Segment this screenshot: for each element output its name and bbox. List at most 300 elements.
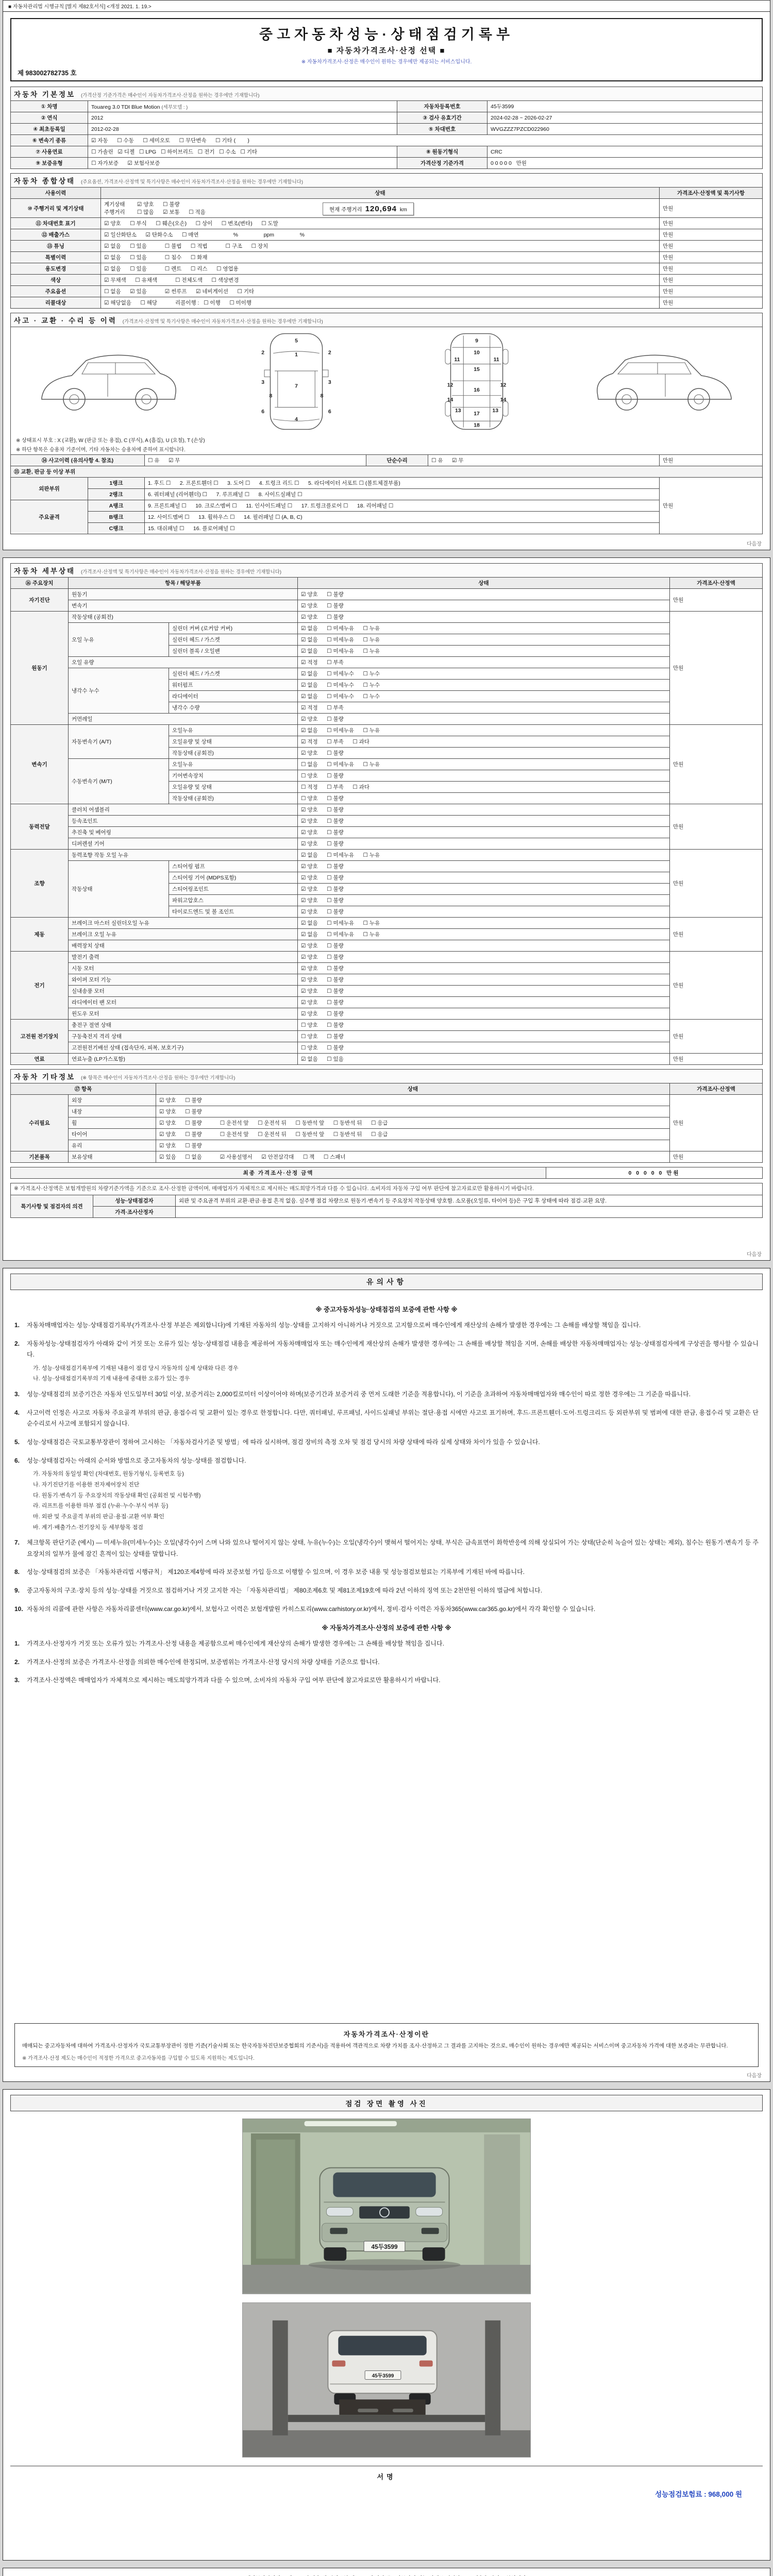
panel-part-label: 외판부위 xyxy=(11,478,88,500)
subitem-label: 스티어링조인트 xyxy=(169,884,298,895)
fog-lamp-left xyxy=(330,2228,347,2234)
mileage-label: 현재 주행거리 xyxy=(329,207,364,213)
detail-row xyxy=(11,1008,763,1020)
diagram-number: 12 xyxy=(500,382,507,388)
status-cell: ☑ 양호 ☐ 불량 xyxy=(156,1140,670,1151)
item-label: 등속조인트 xyxy=(69,816,298,827)
price-estimate-cell: 만원 xyxy=(660,478,763,534)
usage-history-label: ⑪ 차대번호 표기 xyxy=(11,218,101,229)
detail-row xyxy=(11,725,763,736)
windshield xyxy=(333,2173,435,2197)
diagram-number: 18 xyxy=(473,422,480,429)
diagram-number: 2 xyxy=(328,350,331,356)
inspection-period-value: 2024-02-28 ~ 2026-02-27 xyxy=(488,112,763,124)
detail-row xyxy=(11,714,763,725)
detail-row xyxy=(11,838,763,850)
accident-section-note: (가격조사·산정액 및 특기사항은 매수인이 자동차가격조사·산정을 원하는 경우에만 기재합니다) xyxy=(122,319,323,325)
info-box-note: ※ 가격조사·산정 제도는 매수인이 적정한 가격으로 중고자동차를 구입할 수 있도록 지원하는 제도입니다. xyxy=(22,2056,255,2061)
next-page-marker: 다음장 xyxy=(747,1252,762,1258)
car-diagrams xyxy=(14,329,759,434)
subitem-label: 작동상태 (공회전) xyxy=(169,748,298,759)
detail-row xyxy=(11,804,763,816)
year-label: ② 연식 xyxy=(11,112,88,124)
rank-label: 1랭크 xyxy=(88,478,145,489)
status-cell: ☑ 양호 ☐ 불량 xyxy=(298,872,670,884)
status-cell xyxy=(101,263,660,275)
status-cell: ☑ 양호 ☐ 불량 xyxy=(298,861,670,872)
other-section-header xyxy=(11,1070,763,1083)
overall-section-header xyxy=(11,174,763,188)
notice-text: 가격조사·산정액은 매매업자가 자체적으로 제시하는 매도희망가격과 다를 수 있으며, 소비자의 자동차 구입 여부 판단에 참고자료로만 활용하시기 바랍니다. xyxy=(27,1676,441,1684)
usage-history-label: ⑩ 주행거리 및 계기상태 xyxy=(11,199,101,218)
fuel-label: ⑦ 사용연료 xyxy=(11,146,88,158)
inspector-opinion-text: 외판 및 주요골격 부위의 교환·판금·용접 흔적 없음. 실주행 점검 차량으로 원동기·변속기 등 주요장치 작동상태 양호함. 소모품(오일류, 타이어 등)은 구입 후 상태에 따라 점검·교환 요망. xyxy=(176,1195,763,1206)
status-cell: ☑ 없음 ☐ 미세누수 ☐ 누수 xyxy=(298,691,670,702)
notice-item xyxy=(14,1657,759,1668)
notice-number: 10. xyxy=(14,1605,23,1613)
detail-col-item: 항목 / 해당부품 xyxy=(69,578,298,589)
detail-row xyxy=(11,759,763,770)
detail-row xyxy=(11,940,763,952)
first-registration-label: ④ 최초등록일 xyxy=(11,124,88,135)
status-line: 주행거리 ☐ 많음 ☑ 보통 ☐ 적음 xyxy=(104,209,206,215)
status-cell: ☐ 양호 ☐ 불량 xyxy=(298,770,670,782)
diagram-number: 17 xyxy=(473,411,480,417)
status-cell xyxy=(101,199,660,218)
detail-col-device: ⑯ 주요장치 xyxy=(11,578,69,589)
rank-label: C랭크 xyxy=(88,523,145,534)
diagram-side-left-view xyxy=(30,329,190,434)
status-cell: ☑ 없음 ☐ 미세누유 ☐ 누유 xyxy=(298,725,670,736)
signature-title: 서명 xyxy=(377,2472,396,2481)
car-name-label: ① 차명 xyxy=(11,101,88,112)
status-cell: ☐ 없음 ☐ 미세누유 ☐ 누유 xyxy=(298,759,670,770)
diagram-number: 3 xyxy=(261,379,265,385)
device-label: 고전원 전기장치 xyxy=(11,1020,69,1054)
transmission-options: ☑ 자동 ☐ 수동 ☐ 세미오토 ☐ 무단변속 ☐ 기타 ( ) xyxy=(88,135,763,146)
notice-number: 3. xyxy=(14,1676,20,1684)
detail-row xyxy=(11,589,763,600)
status-cell: ☑ 양호 ☐ 불량 xyxy=(298,997,670,1008)
diagram-number: 11 xyxy=(454,357,460,363)
document-subtitle-note: ※ 자동차가격조사·산정은 매수인이 원하는 경우에만 제공되는 서비스입니다. xyxy=(301,59,472,65)
car-body-outline xyxy=(42,355,176,399)
page-gap xyxy=(0,2082,773,2089)
status-cell: ☑ 양호 ☐ 불량 xyxy=(298,906,670,918)
info-box-text: 매매되는 중고자동차에 대하여 가격조사·산정자가 국토교통부장관이 정한 기준(기술사회 또는 한국자동차진단보증협회의 기준서)을 적용하여 객관적으로 차량 가치를 조사·산정하고 그 결과를 고지하는 것으로, 매수인이 원하는 경우에만 제공되는 서비스이며 중고자동차 가격에 대한 보증과는 무관합니다. xyxy=(22,2042,728,2049)
license-plate-text: 45두3599 xyxy=(371,2243,398,2251)
car-rear-elevated xyxy=(328,2331,436,2415)
status-line: ☑ 없음 ☐ 있음 ☐ 침수 ☐ 화재 xyxy=(104,255,208,261)
detail-row xyxy=(11,850,763,861)
warranty-type-options: ☐ 자가보증 ☑ 보험사보증 xyxy=(88,158,397,169)
inspector-opinion-table xyxy=(10,1183,763,1218)
other-row xyxy=(11,1151,763,1163)
notice-item xyxy=(14,1675,759,1686)
accident-history-value: ☐ 유 ☑ 무 xyxy=(145,455,366,466)
other-row xyxy=(11,1140,763,1151)
overall-section-title: 자동차 종합상태 xyxy=(14,177,76,185)
detail-row xyxy=(11,600,763,612)
item-label: 클러치 어셈블리 xyxy=(69,804,298,816)
status-cell: ☑ 적정 ☐ 부족 xyxy=(298,702,670,714)
marks-legend: ※ 상태표시 부호 : X (교환), W (판금 또는 용접), C (부식), A (흠집), U (요철), T (손상) xyxy=(16,438,205,444)
price-estimate-cell: 만원 xyxy=(659,286,762,297)
page-4 xyxy=(3,2089,770,2561)
item-label: 유리 xyxy=(69,1140,156,1151)
transmission-label: ⑥ 변속기 종류 xyxy=(11,135,88,146)
item-label: 외장 xyxy=(69,1095,156,1106)
status-cell: ☐ 양호 ☐ 불량 xyxy=(298,1042,670,1054)
car-plan-outline xyxy=(271,334,323,430)
status-cell: ☑ 양호 ☐ 불량 xyxy=(298,952,670,963)
diagram-number: 9 xyxy=(475,338,478,344)
status-cell xyxy=(101,218,660,229)
other-col-price: 가격조사·산정액 xyxy=(669,1083,762,1095)
usage-history-label: 리콜대상 xyxy=(11,297,101,309)
rank-items: 1. 후드 ☐ 2. 프론트휀더 ☐ 3. 도어 ☐ 4. 트렁크 리드 ☐ 5. 라디에이터 서포트 ☐ (볼트체결부품) xyxy=(145,478,660,489)
front-wheel-left xyxy=(324,2247,346,2261)
detail-row xyxy=(11,952,763,963)
notice-number: 1. xyxy=(14,1640,20,1648)
detail-body xyxy=(11,589,763,1065)
notices-section1-title: ※ 중고자동차성능·상태점검의 보증에 관한 사항 ※ xyxy=(315,1306,458,1313)
final-price-label: 최종 가격조사·산정 금액 xyxy=(11,1167,546,1179)
info-box-title: 자동차가격조사·산정이란 xyxy=(343,2030,430,2038)
basic-section-title: 자동차 기본정보 xyxy=(14,91,76,98)
price-estimate-cell: 만원 xyxy=(669,918,762,952)
device-label: 전기 xyxy=(11,952,69,1020)
item-label: 충전구 절연 상태 xyxy=(69,1020,298,1031)
page-gap xyxy=(0,2561,773,2568)
price-estimate-cell: 만원 xyxy=(659,229,762,241)
page-3 xyxy=(3,1268,770,2082)
rank-label: B랭크 xyxy=(88,512,145,523)
usage-history-label: ⑬ 튜닝 xyxy=(11,241,101,252)
notice-number: 2. xyxy=(14,1340,20,1347)
detail-row xyxy=(11,1042,763,1054)
diagram-number: 8 xyxy=(269,393,273,399)
subitem-label: 실린더 헤드 / 가스켓 xyxy=(169,668,298,680)
notices-title: 유의사항 xyxy=(10,1274,763,1290)
status-cell: ☐ 양호 ☐ 불량 xyxy=(298,1031,670,1042)
rank-row xyxy=(11,500,763,512)
notice-text: 자동차성능·상태점검자가 아래와 같이 거짓 또는 오류가 있는 성능·상태점검 내용을 제공하여 자동차매매업자 또는 매수인에게 재산상의 손해가 발생한 경우에는 그 손해를 배상할 책임을 지며, 손해를 배상한 자동차매매업자는 성능·상태점검자에게 구상권을 행사할 수 있습니다. xyxy=(27,1340,759,1359)
status-cell: ☑ 없음 ☐ 있음 xyxy=(298,1054,670,1065)
notice-text: 성능·상태점검의 보증은 「자동차관리법 시행규칙」 제120조제4항에 따라 보증보험 가입 등으로 이행할 수 있으며, 이 경우 보증 내용 및 성능점검보험료는 기록부에 기재된 바에 따릅니다. xyxy=(27,1568,525,1576)
document-number: 제 983002782735 호 xyxy=(18,70,77,77)
other-row xyxy=(11,1095,763,1106)
status-cell xyxy=(101,241,660,252)
next-page-marker: 다음장 xyxy=(747,541,762,547)
underbody xyxy=(339,2399,425,2415)
diagram-number: 4 xyxy=(295,417,298,423)
notice-number: 3. xyxy=(14,1391,20,1398)
reg-no-label: 자동차등록번호 xyxy=(397,101,488,112)
status-cell: ☑ 양호 ☐ 불량 xyxy=(298,895,670,906)
overall-col-price: 가격조사·산정액 및 특기사항 xyxy=(659,188,762,199)
status-line: ☑ 양호 ☐ 부식 ☐ 훼손(오손) ☐ 상이 ☐ 변조(변타) ☐ 도말 xyxy=(104,221,278,227)
item-label: 보유상태 xyxy=(69,1151,156,1163)
other-section-title: 자동차 기타정보 xyxy=(14,1073,76,1081)
car-submodel: (세부모델 : ) xyxy=(161,104,188,110)
diagram-number: 2 xyxy=(261,350,265,356)
diagram-side-right-view xyxy=(583,329,743,434)
car-name-cell xyxy=(88,101,397,112)
final-price-table xyxy=(10,1167,763,1179)
notice-item xyxy=(14,1389,759,1400)
status-cell: ☑ 없음 ☐ 미세누유 ☐ 누유 xyxy=(298,929,670,940)
item-label: 커먼레일 xyxy=(69,714,298,725)
notice-number: 2. xyxy=(14,1658,20,1666)
notice-subitem: 라. 리프트를 이용한 하부 점검 (누유·누수·부식 여부 등) xyxy=(33,1503,169,1510)
price-estimate-cell: 만원 xyxy=(659,241,762,252)
basic-info-table xyxy=(10,87,763,169)
status-line: ☑ 일산화탄소 ☑ 탄화수소 ☐ 매연 % ppm % xyxy=(104,232,305,238)
photo-rear-scene xyxy=(243,2303,530,2457)
diagram-number: 14 xyxy=(500,397,507,403)
notice-subitem: 나. 성능·상태점검기록부의 기재 내용에 중대한 오류가 있는 경우 xyxy=(33,1376,190,1382)
detail-row xyxy=(11,986,763,997)
detail-row xyxy=(11,623,763,634)
diagram-number: 11 xyxy=(493,357,499,363)
overall-col-usage: 사용이력 xyxy=(11,188,101,199)
status-cell: ☑ 적정 ☐ 부족 ☐ 과다 xyxy=(298,736,670,748)
fuel-options: ☐ 가솔린 ☑ 디젤 ☐ LPG ☐ 하이브리드 ☐ 전기 ☐ 수소 ☐ 기타 xyxy=(88,146,397,158)
rear-window xyxy=(338,2336,426,2355)
exchange-panel-label: ⑮ 교환, 판금 등 이상 부위 xyxy=(11,466,763,478)
car-body-outline-right xyxy=(597,355,731,399)
accident-history-label: ⑭ 사고이력 (유의사항 4. 참조) xyxy=(11,455,145,466)
notices-section2-title: ※ 자동차가격조사·산정의 보증에 관한 사항 ※ xyxy=(322,1624,451,1632)
price-estimate-cell: 만원 xyxy=(659,199,762,218)
status-line: ☑ 없음 ☐ 있음 ☐ 렌트 ☐ 리스 ☐ 영업용 xyxy=(104,266,239,272)
detail-row xyxy=(11,657,763,668)
rank-items: 15. 대쉬패널 ☐ 16. 플로어패널 ☐ xyxy=(145,523,660,534)
insurance-row xyxy=(10,2488,763,2503)
item-label: 실내송풍 모터 xyxy=(69,986,298,997)
appraiser-label: 가격·조사산정자 xyxy=(93,1206,176,1217)
status-cell: ☑ 없음 ☐ 미세누유 ☐ 누유 xyxy=(298,850,670,861)
notice-text: 성능·상태점검자는 아래의 순서와 방법으로 중고자동차의 성능·상태를 점검합니다. xyxy=(27,1456,246,1464)
usage-history-label: 특별이력 xyxy=(11,252,101,263)
item-label: 라디에이터 팬 모터 xyxy=(69,997,298,1008)
status-cell: ☑ 양호 ☐ 불량 xyxy=(298,838,670,850)
other-col-item: ⑰ 항목 xyxy=(11,1083,156,1095)
price-estimate-cell: 만원 xyxy=(669,1020,762,1054)
status-cell: ☑ 양호 ☐ 불량 ☐ 운전석 앞 ☐ 운전석 뒤 ☐ 동반석 앞 ☐ 동반석 뒤 ☐ 응급 xyxy=(156,1129,670,1140)
device-label: 동력전달 xyxy=(11,804,69,850)
subitem-label: 냉각수 수량 xyxy=(169,702,298,714)
left-mirror xyxy=(264,370,270,377)
price-estimate-cell: 만원 xyxy=(659,297,762,309)
car-name-value: Touareg 3.0 TDI Blue Motion xyxy=(91,104,160,110)
notice-number: 5. xyxy=(14,1438,20,1446)
overall-col-status: 상태 xyxy=(101,188,660,199)
price-estimate-cell: 만원 xyxy=(669,1054,762,1065)
price-estimate-cell: 만원 xyxy=(669,725,762,804)
overall-row xyxy=(11,297,763,309)
taillight-left xyxy=(332,2360,345,2366)
rank-label: A랭크 xyxy=(88,500,145,512)
insurance-premium-label: 성능점검보험료 : xyxy=(655,2490,707,2498)
price-estimate-cell: 만원 xyxy=(669,589,762,612)
inspection-photo-front xyxy=(242,2119,531,2294)
simple-repair-label: 단순수리 xyxy=(366,455,428,466)
status-cell: ☑ 양호 ☐ 불량 xyxy=(156,1106,670,1117)
item-label: 오일 유량 xyxy=(69,657,298,668)
status-line: ☑ 없음 ☐ 있음 ☐ 불법 ☐ 적법 ☐ 구조 ☐ 장치 xyxy=(104,243,268,249)
price-estimate-cell: 만원 xyxy=(669,952,762,1020)
notice-number: 7. xyxy=(14,1539,20,1547)
overall-condition-table xyxy=(10,173,763,309)
notice-item xyxy=(14,1338,759,1361)
item-label: 윈도우 모터 xyxy=(69,1008,298,1020)
notice-item xyxy=(14,1638,759,1650)
other-body xyxy=(11,1095,763,1163)
item-label: 내장 xyxy=(69,1106,156,1117)
title-block xyxy=(10,18,763,81)
status-cell xyxy=(101,229,660,241)
diagram-number: 13 xyxy=(455,408,461,414)
status-cell: ☑ 없음 ☐ 미세누수 ☐ 누수 xyxy=(298,668,670,680)
detail-row xyxy=(11,668,763,680)
vin-label: ⑤ 차대번호 xyxy=(397,124,488,135)
detail-row xyxy=(11,929,763,940)
front-wheel-right xyxy=(423,2247,445,2261)
detail-row xyxy=(11,963,763,974)
subitem-label: 실린더 커버 (로커암 커버) xyxy=(169,623,298,634)
status-cell: ☑ 양호 ☐ 불량 xyxy=(298,963,670,974)
simple-repair-value: ☐ 유 ☑ 무 xyxy=(428,455,660,466)
notice-subitem: 가. 자동차의 동일성 확인 (차대번호, 원동기형식, 등록번호 등) xyxy=(33,1471,184,1478)
signature-block xyxy=(10,2466,763,2503)
car-front xyxy=(320,2168,449,2261)
usage-history-label: 색상 xyxy=(11,275,101,286)
diagram-number: 13 xyxy=(492,408,498,414)
usage-history-label: ⑫ 배출가스 xyxy=(11,229,101,241)
price-estimate-cell: 만원 xyxy=(659,275,762,286)
usage-history-label: 주요옵션 xyxy=(11,286,101,297)
item-label: 냉각수 누수 xyxy=(69,668,169,714)
notice-subitem: 바. 계기·배출가스·전기장치 등 세부항목 점검 xyxy=(33,1524,143,1531)
overall-row xyxy=(11,241,763,252)
price-estimate-cell: 만원 xyxy=(669,804,762,850)
accident-price-cell: 만원 xyxy=(660,455,763,466)
subitem-label: 워터펌프 xyxy=(169,680,298,691)
photo-front-scene xyxy=(243,2119,530,2294)
notice-item xyxy=(14,1604,759,1615)
notice-text: 성능·상태점검은 국토교통부장관이 정하여 고시하는 「자동차검사기준 및 방법」에 따라 실시하며, 점검 장비의 측정 오차 및 점검 당시의 차량 상태에 따라 실제 상태와 차이가 있을 수 있습니다. xyxy=(27,1438,540,1446)
price-estimate-cell: 만원 xyxy=(659,252,762,263)
status-cell: ☑ 양호 ☐ 불량 xyxy=(298,986,670,997)
item-label: 오일 누유 xyxy=(69,623,169,657)
item-label: 브레이크 오일 누유 xyxy=(69,929,298,940)
rank-row xyxy=(11,512,763,523)
base-price-value: 0 0 0 0 0 만원 xyxy=(488,158,763,169)
accident-section-header xyxy=(11,313,763,327)
overall-section-note: (주요옵션, 가격조사·산정액 및 특기사항은 매수인이 자동차가격조사·산정을 원하는 경우에만 기재합니다) xyxy=(80,179,303,185)
headlight-right xyxy=(416,2207,443,2216)
item-label: 원동기 xyxy=(69,589,298,600)
price-estimate-cell: 만원 xyxy=(659,218,762,229)
diagram-number: 16 xyxy=(473,387,480,394)
status-cell: ☑ 양호 ☐ 불량 xyxy=(298,589,670,600)
detail-col-price: 가격조사·산정액 xyxy=(669,578,762,589)
detail-row xyxy=(11,918,763,929)
status-cell: ☑ 양호 ☐ 불량 xyxy=(298,600,670,612)
notice-items-2 xyxy=(10,1638,763,1686)
notice-item xyxy=(14,1320,759,1331)
page-gap xyxy=(0,1261,773,1268)
diagram-number: 6 xyxy=(328,409,331,415)
subitem-label: 작동상태 (공회전) xyxy=(169,793,298,804)
usage-history-label: 용도변경 xyxy=(11,263,101,275)
notice-text: 자동차의 리콜에 관한 사항은 자동차리콜센터(www.car.go.kr)에서, 보험사고 이력은 보험개발원 카히스토리(www.carhistory.or.kr)에서, 정비·검사 이력은 자동차365(www.car365.go.kr)에서 각각 확인할 수 있습니다. xyxy=(27,1605,596,1613)
rank-row xyxy=(11,478,763,489)
item-label: 동력조향 작동 오일 누유 xyxy=(69,850,298,861)
status-cell: ☑ 없음 ☐ 미세누유 ☐ 누유 xyxy=(298,918,670,929)
other-row xyxy=(11,1117,763,1129)
status-cell: ☑ 양호 ☐ 불량 xyxy=(298,748,670,759)
other-info-table xyxy=(10,1069,763,1163)
notice-text: 중고자동차의 구조·장치 등의 성능·상태를 거짓으로 점검하거나 거짓 고지한 자는 「자동차관리법」 제80조제6호 및 제81조제19호에 따라 2년 이하의 징역 또는 2천만원 이하의 벌금에 처합니다. xyxy=(27,1587,543,1595)
accident-history-table xyxy=(10,313,763,534)
photo-section-title: 점검 장면 촬영 사진 xyxy=(10,2095,763,2111)
taillight-right xyxy=(419,2360,433,2366)
headlight-left xyxy=(326,2207,353,2216)
diagram-number: 1 xyxy=(295,352,298,358)
accident-section-title: 사고 · 교환 · 수리 등 이력 xyxy=(14,317,117,325)
subitem-label: 라디에이터 xyxy=(169,691,298,702)
category-label: 수리필요 xyxy=(11,1095,69,1151)
warranty-type-label: ⑨ 보증유형 xyxy=(11,158,88,169)
status-cell xyxy=(101,252,660,263)
subitem-label: 스티어링 기어 (MDPS포함) xyxy=(169,872,298,884)
detail-col-status: 상태 xyxy=(298,578,670,589)
diagram-number: 12 xyxy=(447,382,453,388)
item-label: 시동 모터 xyxy=(69,963,298,974)
diagram-number: 15 xyxy=(473,367,480,373)
detail-section-title: 자동차 세부상태 xyxy=(14,567,76,575)
detail-row xyxy=(11,1020,763,1031)
year-value: 2012 xyxy=(88,112,397,124)
notice-number: 6. xyxy=(14,1456,20,1464)
overall-row xyxy=(11,229,763,241)
page-footer xyxy=(3,2568,770,2576)
car-diagrams-cell xyxy=(11,327,763,455)
status-cell: ☑ 양호 ☐ 불량 xyxy=(298,974,670,986)
device-label: 연료 xyxy=(11,1054,69,1065)
subitem-label: 파워고압호스 xyxy=(169,895,298,906)
subitem-label: 오일유량 및 상태 xyxy=(169,782,298,793)
item-label: 배력장치 상태 xyxy=(69,940,298,952)
base-price-label: 가격산정 기준가격 xyxy=(397,158,488,169)
rank-items: 6. 쿼터패널 (리어휀더) ☐ 7. 루프패널 ☐ 8. 사이드실패널 ☐ xyxy=(145,489,660,500)
rank-row xyxy=(11,523,763,534)
exhaust-left xyxy=(358,2409,378,2412)
document-subtitle: ■ 자동차가격조사·산정 선택 ■ xyxy=(327,46,446,55)
inspector-label: 성능·상태점검자 xyxy=(93,1195,176,1206)
notice-text: 가격조사·산정의 보증은 가격조사·산정을 의뢰한 매수인에 한정되며, 보증범위는 가격조사·산정 당시의 차량 상태를 기준으로 합니다. xyxy=(27,1658,380,1666)
status-cell: ☐ 적정 ☐ 부족 ☐ 과다 xyxy=(298,782,670,793)
detail-row xyxy=(11,974,763,986)
overall-row xyxy=(11,199,763,218)
panel-part-label: 주요골격 xyxy=(11,500,88,534)
item-label: 변속기 xyxy=(69,600,298,612)
overall-row xyxy=(11,252,763,263)
lift-column-right xyxy=(485,2320,500,2435)
